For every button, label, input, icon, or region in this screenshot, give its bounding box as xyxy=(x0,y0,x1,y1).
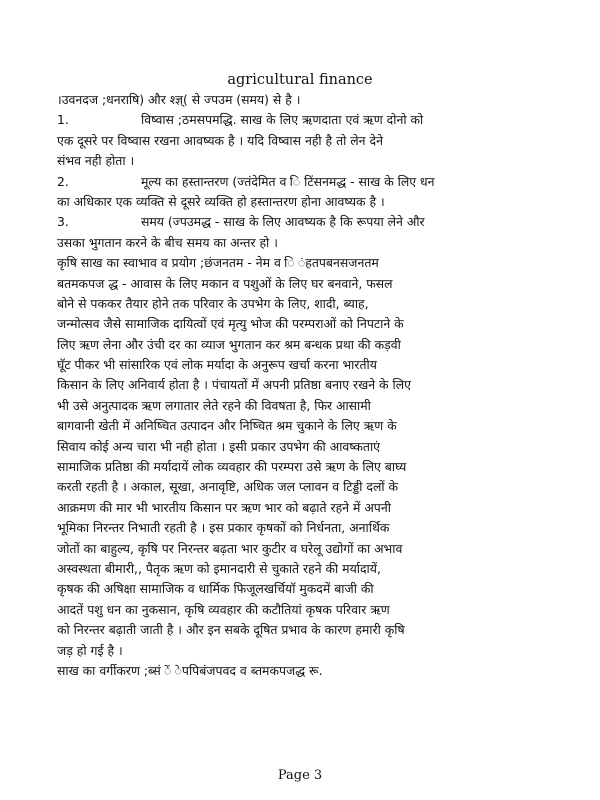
text-line: कृषक की अषिक्षा सामाजिक व धार्मिक फिजूलखर्चियॉ मुकदमें बाजी की xyxy=(57,581,374,597)
text-line: करती रहती है । अकाल, सूखा, अनावृष्टि, अधिक जल प्लावन व टिड्डी दलों के xyxy=(57,479,399,495)
item-text: मूल्य का हस्तान्तरण (ज्तंदेमित व ि टिंसनमद्ध - साख के लिए धन xyxy=(141,173,435,189)
text-line: आदतें पशु धन का नुकसान, कृषि व्यवहार की कटौतियां कृषक परिवार ऋण xyxy=(57,601,390,617)
text-line: सिवाय कोई अन्य चारा भी नही होता । इसी प्रकार उपभेग की आवष्कताएं xyxy=(57,438,381,454)
page-title: agricultural finance xyxy=(227,72,373,88)
item-number: 3. xyxy=(57,214,69,230)
text-line: बोने से पककर तैयार होने तक परिवार के उपभेग के लिए, शादी, ब्याह, xyxy=(57,295,369,311)
text-line: जोतों का बाहुल्य, कृषि पर निरन्तर बढ़ता भार कुटीर व घरेलू उद्योगों का अभाव xyxy=(57,540,403,556)
item-number: 1. xyxy=(57,112,69,128)
text-line: का अधिकार एक व्यक्ति से दूसरे व्यक्ति हो हस्तान्तरण होना आवष्यक है । xyxy=(57,193,385,209)
text-line: आक्रमण की मार भी भारतीय किसान पर ऋण भार को बढ़ाते रहने में अपनी xyxy=(57,499,391,515)
text-line: जन्मोत्सव जैसे सामाजिक दायित्वों एवं मृत्यु भोज की परम्पराओं को निपटाने के xyxy=(57,316,404,332)
numbered-item-3 xyxy=(57,212,539,232)
text-line: लिए ऋण लेना और उंची दर का व्याज भुगतान कर श्रम बन्धक प्रथा की कड़वी xyxy=(57,336,401,352)
text-line: जड़ हो गई है । xyxy=(57,642,123,658)
text-line: भूमिका निरन्तर निभाती रहती है । इस प्रकार कृषकों को निर्धनता, अनार्थिक xyxy=(57,520,390,536)
item-text: विष्वास ;ठमसपमद्धि. साख के लिए ऋणदाता एवं ऋण दोनो को xyxy=(141,112,424,128)
text-line: संभव नही होता । xyxy=(57,153,135,169)
item-text: समय (ज्पउमद्ध - साख के लिए आवष्यक है कि रूपया लेने और xyxy=(141,214,425,230)
text-line: कृषि साख का स्वाभाव व प्रयोग ;छंजनतम - नेम व ि ंहतपबनसजनतम xyxy=(57,255,379,271)
text-line: ।उवनदज ;धनराषि) और श्ज्ञ्( से ज्पउम (समय) से है । xyxy=(57,92,301,107)
numbered-item-1 xyxy=(57,110,539,130)
text-line: भी उसे अनुत्पादक ऋण लगातार लेते रहने की विवषता है, फिर आसामी xyxy=(57,397,371,413)
text-line: एक दूसरे पर विष्वास रखना आवष्यक है । यदि विष्वास नही है तो लेन देने xyxy=(57,132,383,148)
text-line: किसान के लिए अनिवार्य होता है । पंचायतों में अपनी प्रतिष्ठा बनाए रखने के लिए xyxy=(57,377,411,393)
text-line: उसका भुगतान करने के बीच समय का अन्तर हो । xyxy=(57,234,278,250)
text-line: अस्वस्थता बीमारी,, पैतृक ऋण को इमानदारी से चुकाते रहने की मर्यादायें, xyxy=(57,560,381,576)
text-line: बागवानी खेती में अनिष्चित उत्पादन और निष्चित श्रम चुकाने के लिए ऋण के xyxy=(57,418,397,434)
text-line: घूॅट पीकर भी सांसारिक एवं लोक मर्यादा के अनुरूप खर्चा करना भारतीय xyxy=(57,357,377,373)
numbered-item-2 xyxy=(57,172,539,192)
text-line: साख का वर्गीकरण ;ब्सं ें ेपपिबंजपवद व ब्तमकपजद्ध रू. xyxy=(57,662,323,678)
text-line: सामाजिक प्रतिष्ठा की मर्यादायें लोक व्यवहार की परम्परा उसे ऋण के लिए बाघ्य xyxy=(57,459,407,475)
text-line: को निरन्तर बढ़ाती जाती है । और इन सबके दूषित प्रभाव के कारण हमारी कृषि xyxy=(57,622,405,638)
page-number: Page 3 xyxy=(277,768,323,783)
text-line: बतमकपज द्ध - आवास के लिए मकान व पशुओं के लिए घर बनवाने, फसल xyxy=(57,275,393,291)
document-body xyxy=(57,90,539,681)
item-number: 2. xyxy=(57,173,69,189)
